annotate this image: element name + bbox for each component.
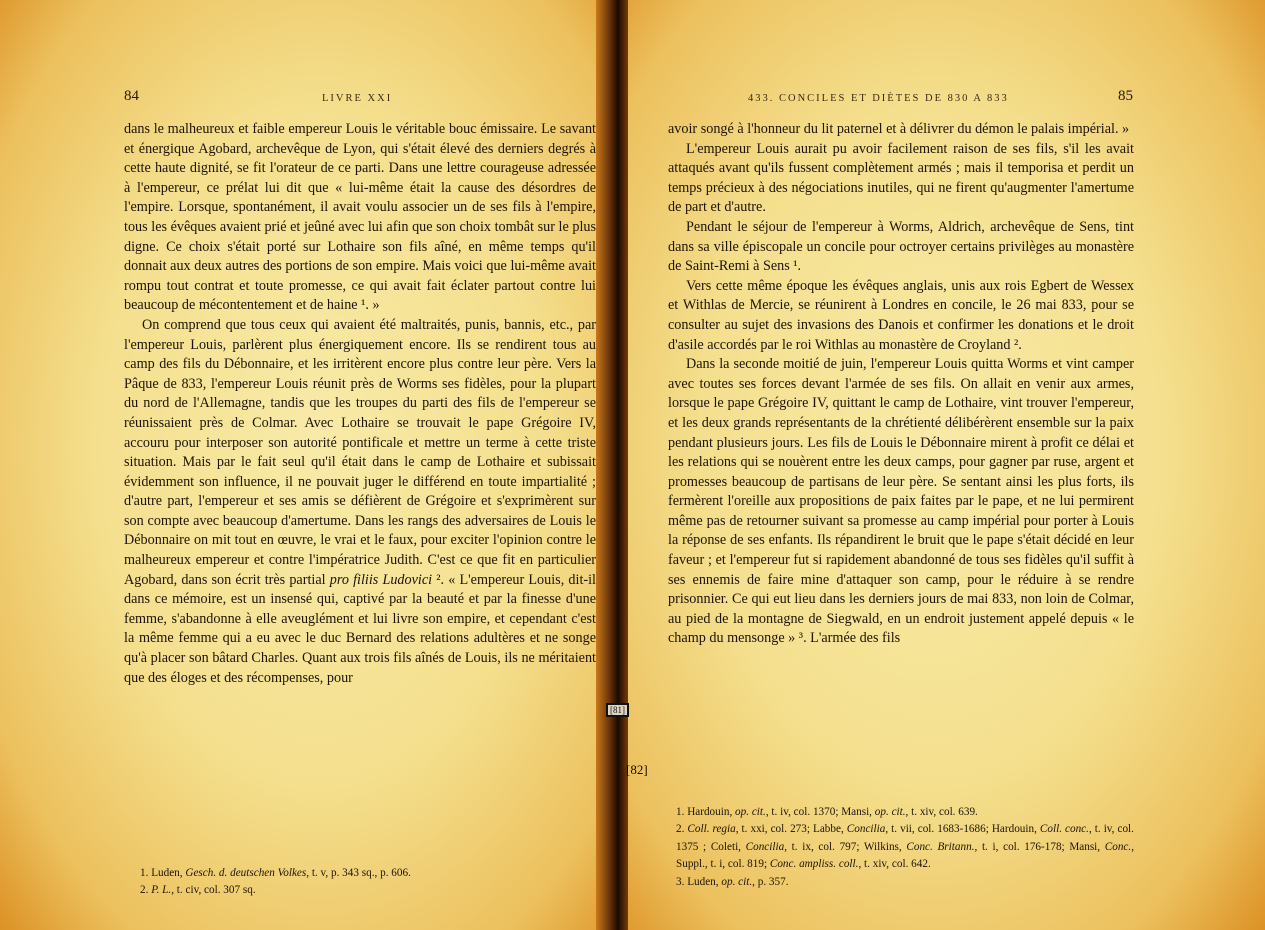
left-page (0, 0, 614, 930)
right-footnote-2: 2. Coll. regia, t. xxi, col. 273; Labbe, Concilia, t. vii, col. 1683-1686; Hardouin, Coll. conc., t. iv, col. 1375 ; Coleti, Concilia, t. ix, col. 797; Wilkins, Conc. Britann., t. i, col. 176-178; Mansi, Conc., Suppl., t. i, col. 819; Conc. ampliss. coll., t. xiv, col. 642. (676, 823, 1134, 871)
right-footnote-3: 3. Luden, op. cit., p. 357. (676, 875, 789, 888)
page-marker-box: [81] (606, 703, 629, 717)
title-italic: pro filiis Ludovici (329, 571, 433, 588)
right-paragraph-1: avoir songé à l'honneur du lit paternel et à délivrer du démon le palais impérial. » (668, 121, 1130, 137)
right-paragraph-5: Dans la seconde moitié de juin, l'empereur Louis quitta Worms et vint camper avec toutes ses forces devant l'armée de ses fils. On allait en venir aux armes, lorsque le pape Grégoire IV, quittant le camp de Lothaire, vint trouver l'empereur, et les deux grands représentants de la chrétienté délibérèrent ensemble sur la paix pendant plusieurs jours. Les fils de Louis le Débonnaire mirent à profit ce délai et les relations qui se nouèrent entre les deux camps, pour gagner par ruse, argent et promesses beaucoup de partisans de leur père. Se sentant ainsi les plus forts, ils fermèrent l'oreille aux propositions de paix faites par le pape, et ne lui permirent même pas de retourner suivant sa promesse au camp impérial pour porter à Louis la réponse de ses enfants. Ils répandirent le bruit que le pape s'était décidé en leur faveur ; et l'empereur fut si rapidement abandonné de tous ses fidèles qu'il suffit à ses ennemis de faire mine d'attaquer son camp, pour le réduire à se rendre prisonnier. Ce qui eut lieu dans les derniers jours de mai 833, non loin de Colmar, au pied de la montagne de Siegwald, en un endroit justement appelé depuis « le champ du mensonge » ³. L'armée des fils (668, 356, 1134, 647)
left-body-text (124, 120, 596, 688)
left-page-number: 84 (124, 88, 139, 104)
left-footnote-2: 2. P. L., t. civ, col. 307 sq. (140, 884, 256, 897)
right-paragraph-2: L'empereur Louis aurait pu avoir facilement raison de ses fils, s'il les avait attaqués avant qu'ils fussent complètement armés ; mais il temporisa et perdit un temps précieux à des négociations inutiles, qui ne firent qu'augmenter l'amertume de part et d'autre. (668, 140, 1134, 216)
right-footnote-1: 1. Hardouin, op. cit., t. iv, col. 1370; Mansi, op. cit., t. xiv, col. 639. (676, 806, 978, 818)
right-footnotes (668, 804, 1134, 891)
right-paragraph-3: Pendant le séjour de l'empereur à Worms, Aldrich, archevêque de Sens, tint dans sa ville épiscopale un concile pour octroyer certains privilèges au monastère de Saint-Remi à Sens ¹. (668, 218, 1134, 275)
right-running-head: 433. CONCILES ET DIÈTES DE 830 A 833 (748, 93, 1009, 104)
right-body-text (668, 120, 1134, 649)
right-paragraph-4: Vers cette même époque les évêques anglais, unis aux rois Egbert de Wessex et Withlas de Mercie, se réunirent à Londres en concile, le 26 mai 833, pour se consulter au sujet des invasions des Danois et confirmer les donations et le droit d'asile accordés par le roi Withlas au monastère de Croyland ². (668, 277, 1134, 353)
page-marker-bracket: [82] (626, 762, 648, 777)
right-page-number: 85 (1118, 88, 1133, 104)
left-footnotes (132, 865, 592, 900)
left-paragraph-2: On comprend que tous ceux qui avaient été maltraités, punis, bannis, etc., par l'empereur Louis, parlèrent plus énergiquement encore. Ils se rendirent tous au camp des fils du Débonnaire, et les irritèrent encore plus contre leur père. Vers la Pâque de 833, l'empereur Louis réunit près de Worms ses fidèles, pour la plupart du nord de l'Allemagne, tandis que les troupes du parti des fils de l'empereur se réunissaient près de Colmar. Avec Lothaire se trouvait le pape Grégoire IV, accouru pour interposer son autorité pontificale et mettre un terme à cette triste situation. Mais par le fait seul qu'il était dans le camp de Lothaire et subissait évidemment son influence, il ne pouvait juger le différend en toute impartialité ; d'autre part, l'empereur et ses amis se défièrent de Grégoire et s'exprimèrent sur son compte avec beaucoup d'amertume. Dans les rangs des adversaires de Louis le Débonnaire on mit tout en œuvre, le vrai et le faux, pour exciter l'opinion contre le malheureux empereur et contre l'impératrice Judith. C'est ce que fit en particulier Agobard, dans son écrit très partial pro filiis Ludovici ². « L'empereur Louis, dit-il dans ce mémoire, est un insensé qui, captivé par la beauté et par la finesse d'une femme, s'abandonne à elle aveuglément et lui livre son empire, et cependant c'est la même femme qui a eu avec le duc Bernard des relations adultères et ne songe qu'à placer son bâtard Charles. Quant aux trois fils aînés de Louis, ils ne méritaient que des éloges et des récompenses, pour (124, 316, 596, 686)
right-page (628, 0, 1265, 930)
left-running-head: LIVRE XXI (322, 93, 393, 104)
left-paragraph-1: dans le malheureux et faible empereur Louis le véritable bouc émissaire. Le savant et énergique Agobard, archevêque de Lyon, qui s'était élevé des derniers degrés à cette haute dignité, se fit l'orateur de ce parti. Dans une lettre courageuse adressée à l'empereur, ce prélat lui dit que « lui-même était la cause des désordres de l'empire. Lorsque, spontanément, il avait voulu associer un de ses fils à l'empire, tous les évêques avaient prié et jeûné avec lui afin que son choix tombât sur le plus digne. Ce choix s'était porté sur Lothaire son fils aîné, en même temps qu'il donnait aux deux autres des portions de son empire. Mais voici que lui-même avait rompu tout contrat et toute promesse, ce qui avait fait éclater partout contre lui beaucoup de mécontentement et de haine ¹. » (124, 121, 596, 314)
left-footnote-1: 1. Luden, Gesch. d. deutschen Volkes, t. v, p. 343 sq., p. 606. (140, 867, 411, 879)
